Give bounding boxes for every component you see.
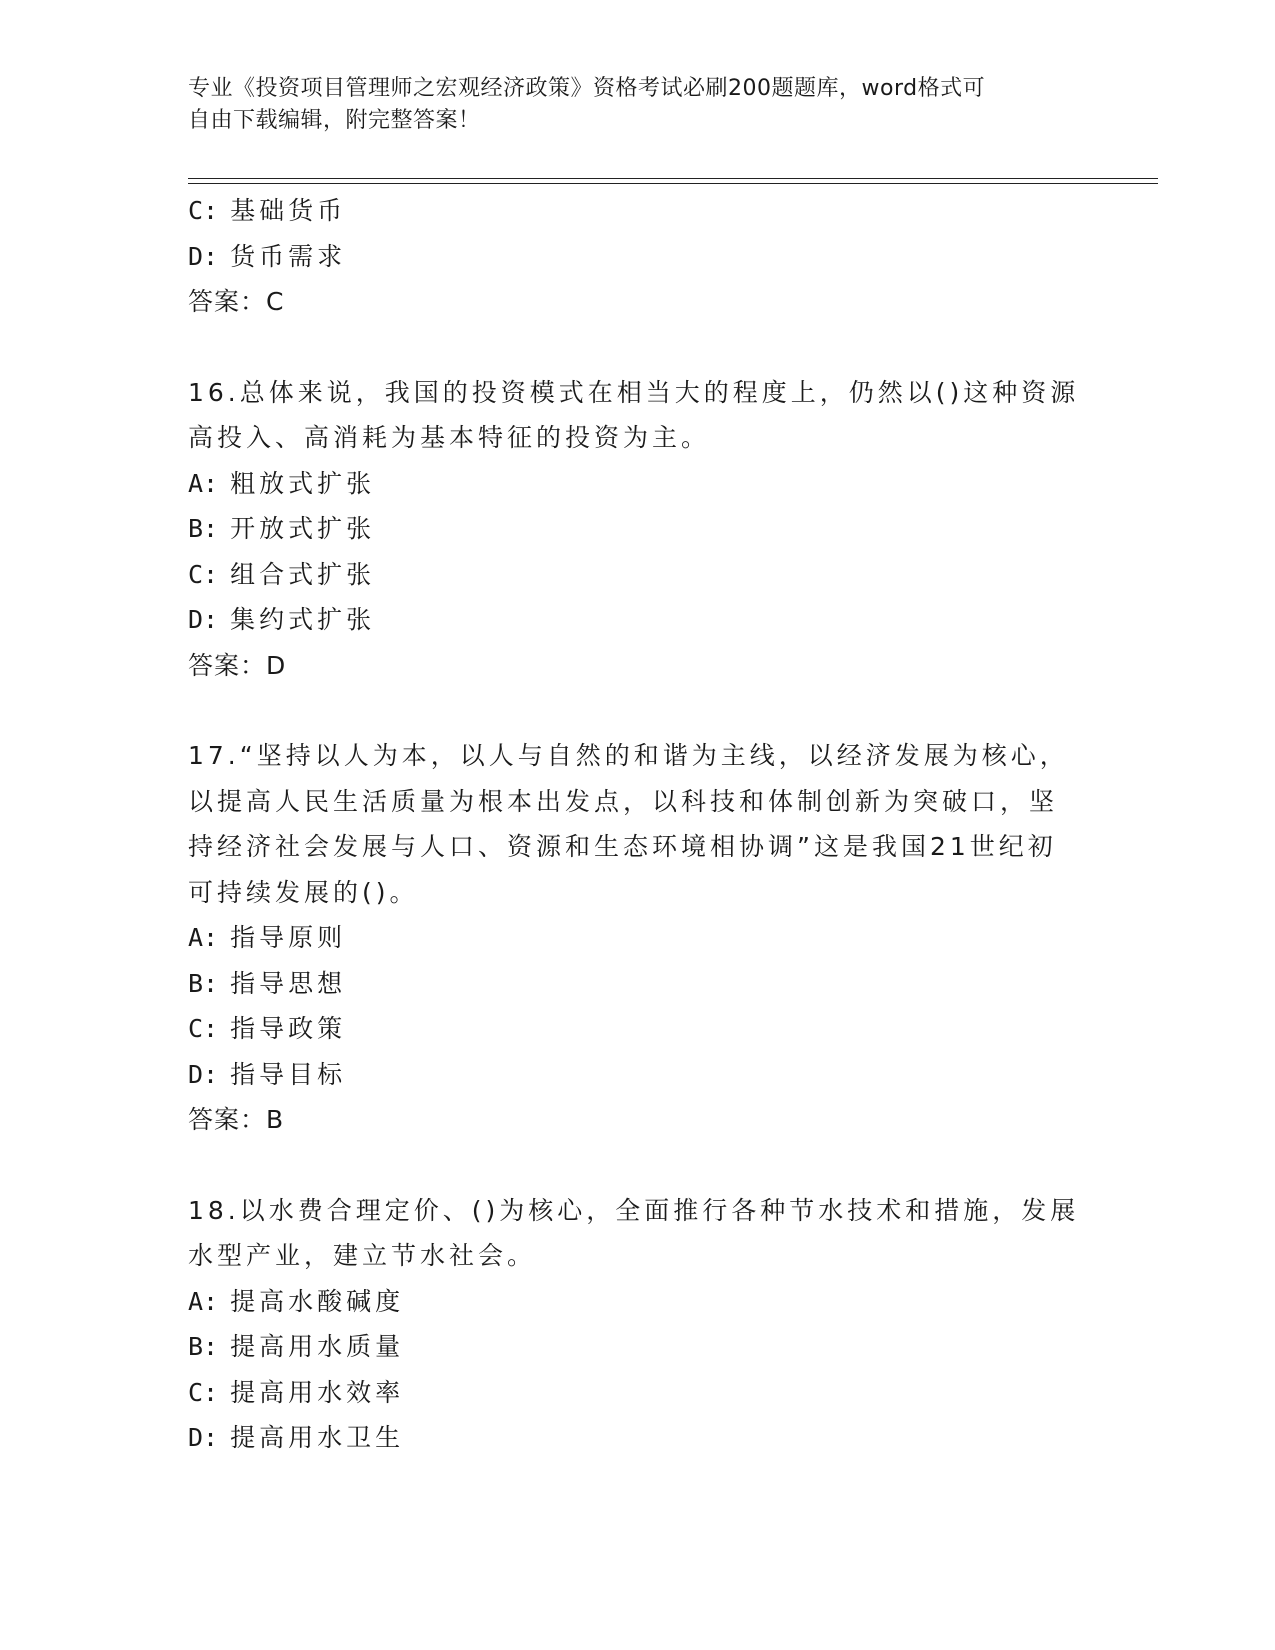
question-text-line: 以提高人民生活质量为根本出发点，以科技和体制创新为突破口，坚 [188,786,1059,816]
option-a: A: 粗放式扩张 [188,468,376,498]
answer: 答案：C [188,287,285,316]
header-rule-top [188,178,1158,179]
option-d: D: 指导目标 [188,1059,347,1089]
option-d: D: 集约式扩张 [188,605,376,634]
question-text-line: 16.总体来说，我国的投资模式在相当大的程度上，仍然以()这种资源 [188,377,1080,407]
option-d: D: 货币需求 [188,241,347,271]
answer: 答案：D [188,650,287,680]
question-text-line: 可持续发展的()。 [188,877,419,907]
option-b: B: 提高用水质量 [188,1332,405,1361]
header-line-1: 专业《投资项目管理师之宏观经济政策》资格考试必刷200题题库，word格式可 [188,76,986,101]
option-b: B: 指导思想 [188,968,347,998]
option-c: C: 组合式扩张 [188,559,376,589]
question-16 [188,370,1088,689]
question-text-line: 持经济社会发展与人口、资源和生态环境相协调”这是我国21世纪初 [188,832,1057,861]
question-text-line: 高投入、高消耗为基本特征的投资为主。 [188,423,711,452]
option-c: C: 指导政策 [188,1014,347,1043]
question-text-line: 18.以水费合理定价、()为核心，全面推行各种节水技术和措施，发展 [188,1195,1080,1225]
option-c: C: 基础货币 [188,196,347,225]
option-d: D: 提高用水卫生 [188,1423,405,1452]
question-text-line: 17.“坚持以人为本，以人与自然的和谐为主线，以经济发展为核心， [188,741,1069,770]
question-18 [188,1188,1088,1461]
option-a: A: 提高水酸碱度 [188,1286,405,1316]
document-header [188,73,1068,137]
question-15-tail [188,188,1088,325]
question-text-line: 水型产业，建立节水社会。 [188,1241,537,1270]
header-line-2: 自由下载编辑，附完整答案！ [188,108,481,133]
option-b: B: 开放式扩张 [188,514,376,543]
document-body [188,188,1088,1461]
header-rule-bottom [188,183,1158,184]
option-c: C: 提高用水效率 [188,1377,405,1407]
question-17 [188,733,1088,1143]
answer: 答案：B [188,1105,285,1134]
option-a: A: 指导原则 [188,923,347,952]
